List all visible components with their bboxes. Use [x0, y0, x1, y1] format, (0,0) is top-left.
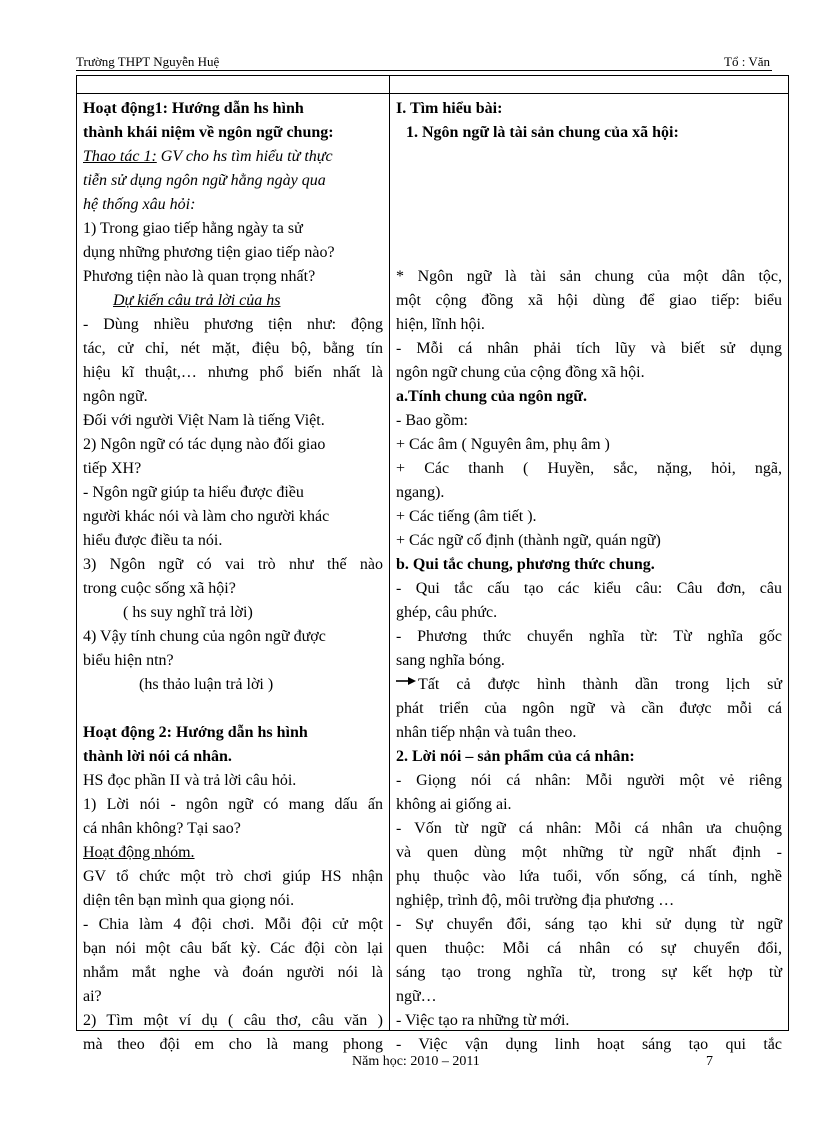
text-line: - Mỗi cá nhân phải tích lũy và biết sử dụng — [396, 340, 782, 357]
activity-2-heading: Hoạt động 2: Hướng dẫn hs hình — [83, 724, 308, 741]
text-line: - Sự chuyển đổi, sáng tạo khi sử dụng từ ngữ — [396, 916, 782, 933]
group-activity-label: Hoạt động nhóm. — [83, 844, 195, 861]
text-line: - Qui tắc cấu tạo các kiểu câu: Câu đơn, câu — [396, 580, 782, 597]
text-line: trong cuộc sống xã hội? — [83, 580, 236, 597]
page-number: 7 — [706, 1054, 713, 1069]
text-line: - Bao gồm: — [396, 412, 468, 429]
text-line: sang nghĩa bóng. — [396, 652, 505, 669]
task-1-text: GV cho hs tìm hiểu từ thực — [156, 148, 333, 165]
text-line: + Các thanh ( Huyền, sắc, nặng, hỏi, ngã, — [396, 460, 782, 477]
text-line: phụ thuộc vào lứa tuổi, vốn sống, cá tính, nghề — [396, 868, 782, 885]
text-line: quen thuộc: Mỗi cá nhân có sự chuyển đổi, — [396, 940, 782, 957]
text-line: (hs thảo luận trả lời ) — [139, 676, 274, 693]
text-line: 1) Lời nói - ngôn ngữ có mang dấu ấn — [83, 796, 383, 813]
text-line: HS đọc phần II và trả lời câu hỏi. — [83, 772, 297, 789]
text-line: cá nhân không? Tại sao? — [83, 820, 241, 837]
activity-1-heading: Hoạt động1: Hướng dẫn hs hình — [83, 100, 304, 117]
subsection-heading: 1. Ngôn ngữ là tài sản chung của xã hội: — [406, 124, 679, 141]
text-line: - Việc vận dụng linh hoạt sáng tạo qui tắc — [396, 1036, 782, 1053]
section-heading: I. Tìm hiểu bài: — [396, 100, 503, 117]
subsection-a-heading: a.Tính chung của ngôn ngữ. — [396, 388, 588, 405]
teacher-student-activities-column — [83, 97, 383, 1057]
text-line: hệ thống xâu hỏi: — [83, 196, 196, 213]
text-line: 1) Trong giao tiếp hằng ngày ta sử — [83, 220, 303, 237]
text-line: + Các ngữ cố định (thành ngữ, quán ngữ) — [396, 532, 661, 549]
text-line: phát triển của ngôn ngữ và cần được mỗi cá — [396, 700, 782, 717]
text-line: - Việc tạo ra những từ mới. — [396, 1012, 570, 1029]
text-line: Đối với người Việt Nam là tiếng Việt. — [83, 412, 325, 429]
text-line: diện tên bạn mình qua giọng nói. — [83, 892, 295, 909]
expected-answer-label: Dự kiến câu trả lời của hs — [113, 292, 281, 309]
text-line: ( hs suy nghĩ trả lời) — [123, 604, 253, 621]
department-name: Tổ : Văn — [724, 54, 770, 69]
text-line: hiệu kĩ thuật,… nhưng phổ biến nhất là — [83, 364, 383, 381]
text-line: GV tổ chức một trò chơi giúp HS nhận — [83, 868, 383, 885]
text-line: + Các âm ( Nguyên âm, phụ âm ) — [396, 436, 610, 453]
text-line: một cộng đồng xã hội dùng để giao tiếp: biểu — [396, 292, 782, 309]
text-line: hiện, lĩnh hội. — [396, 316, 485, 333]
text-line: - Ngôn ngữ giúp ta hiểu được điều — [83, 484, 304, 501]
text-line: - Vốn từ ngữ cá nhân: Mỗi cá nhân ưa chuộng — [396, 820, 782, 837]
task-1-line — [83, 145, 383, 169]
text-line: 3) Ngôn ngữ có vai trò như thế nào — [83, 556, 383, 573]
text-line: ngôn ngữ chung của cộng đồng xã hội. — [396, 364, 645, 381]
text-line: - Phương thức chuyển nghĩa từ: Từ nghĩa gốc — [396, 628, 782, 645]
text-line: tiễn sử dụng ngôn ngữ hằng ngày qua — [83, 172, 326, 189]
activity-2-heading-cont: thành lời nói cá nhân. — [83, 748, 232, 765]
text-line: ngữ… — [396, 988, 437, 1005]
text-line: người khác nói và làm cho người khác — [83, 508, 330, 525]
text-line: ai? — [83, 988, 102, 1005]
activity-1-heading-cont: thành khái niệm về ngôn ngữ chung: — [83, 124, 334, 141]
text-line: mà theo đội em cho là mang phong — [83, 1036, 383, 1053]
text-line: biểu hiện ntn? — [83, 652, 174, 669]
text-line: ngôn ngữ. — [83, 388, 148, 405]
text-line: Phương tiện nào là quan trọng nhất? — [83, 268, 316, 285]
text-line: nghiệp, trình độ, môi trường địa phương … — [396, 892, 675, 909]
text-line: dụng những phương tiện giao tiếp nào? — [83, 244, 335, 261]
task-1-label: Thao tác 1: — [83, 148, 157, 165]
lesson-content-column — [396, 97, 782, 1057]
subsection-b-heading: b. Qui tắc chung, phương thức chung. — [396, 556, 655, 573]
text-line: tác, cử chỉ, nét mặt, điệu bộ, bằng tín — [83, 340, 383, 357]
school-year: Năm học: 2010 – 2011 — [352, 1054, 480, 1069]
text-line: - Chia làm 4 đội chơi. Mỗi đội cử một — [83, 916, 383, 933]
text-line: bạn nói một câu bất kỳ. Các đội còn lại — [83, 940, 383, 957]
column-divider — [389, 76, 390, 1030]
text-line: 2) Tìm một ví dụ ( câu thơ, câu văn ) — [83, 1012, 383, 1029]
school-name: Trường THPT Nguyễn Huệ — [76, 54, 220, 69]
lesson-table — [76, 75, 789, 1053]
text-line: tiếp XH? — [83, 460, 142, 477]
text-line: 2) Ngôn ngữ có tác dụng nào đối giao — [83, 436, 326, 453]
table-empty-top-row — [77, 76, 788, 94]
right-arrow-icon — [396, 670, 418, 694]
page-header — [76, 54, 772, 71]
text-line: nhắm mắt nghe và đoán người nói là — [83, 964, 383, 981]
conclusion-text: Tất cả được hình thành dần trong lịch sử — [418, 676, 782, 693]
text-line: sáng tạo trong nghĩa từ, trong sự kết hợp từ — [396, 964, 782, 981]
text-line: ngang). — [396, 484, 445, 501]
text-line: không ai giống ai. — [396, 796, 512, 813]
text-line: - Dùng nhiều phương tiện như: động — [83, 316, 383, 333]
conclusion-line — [396, 673, 782, 697]
subsection-2-heading: 2. Lời nói – sản phẩm của cá nhân: — [396, 748, 635, 765]
text-line: hiểu được điều ta nói. — [83, 532, 223, 549]
text-line: - Giọng nói cá nhân: Mỗi người một vẻ riêng — [396, 772, 782, 789]
text-line: ghép, câu phức. — [396, 604, 498, 621]
text-line: nhân tiếp nhận và tuân theo. — [396, 724, 577, 741]
text-line: và quen dùng một những từ ngữ nhất định - — [396, 844, 782, 861]
text-line: 4) Vậy tính chung của ngôn ngữ được — [83, 628, 326, 645]
text-line: * Ngôn ngữ là tài sản chung của một dân tộc, — [396, 268, 782, 285]
text-line: + Các tiếng (âm tiết ). — [396, 508, 537, 525]
